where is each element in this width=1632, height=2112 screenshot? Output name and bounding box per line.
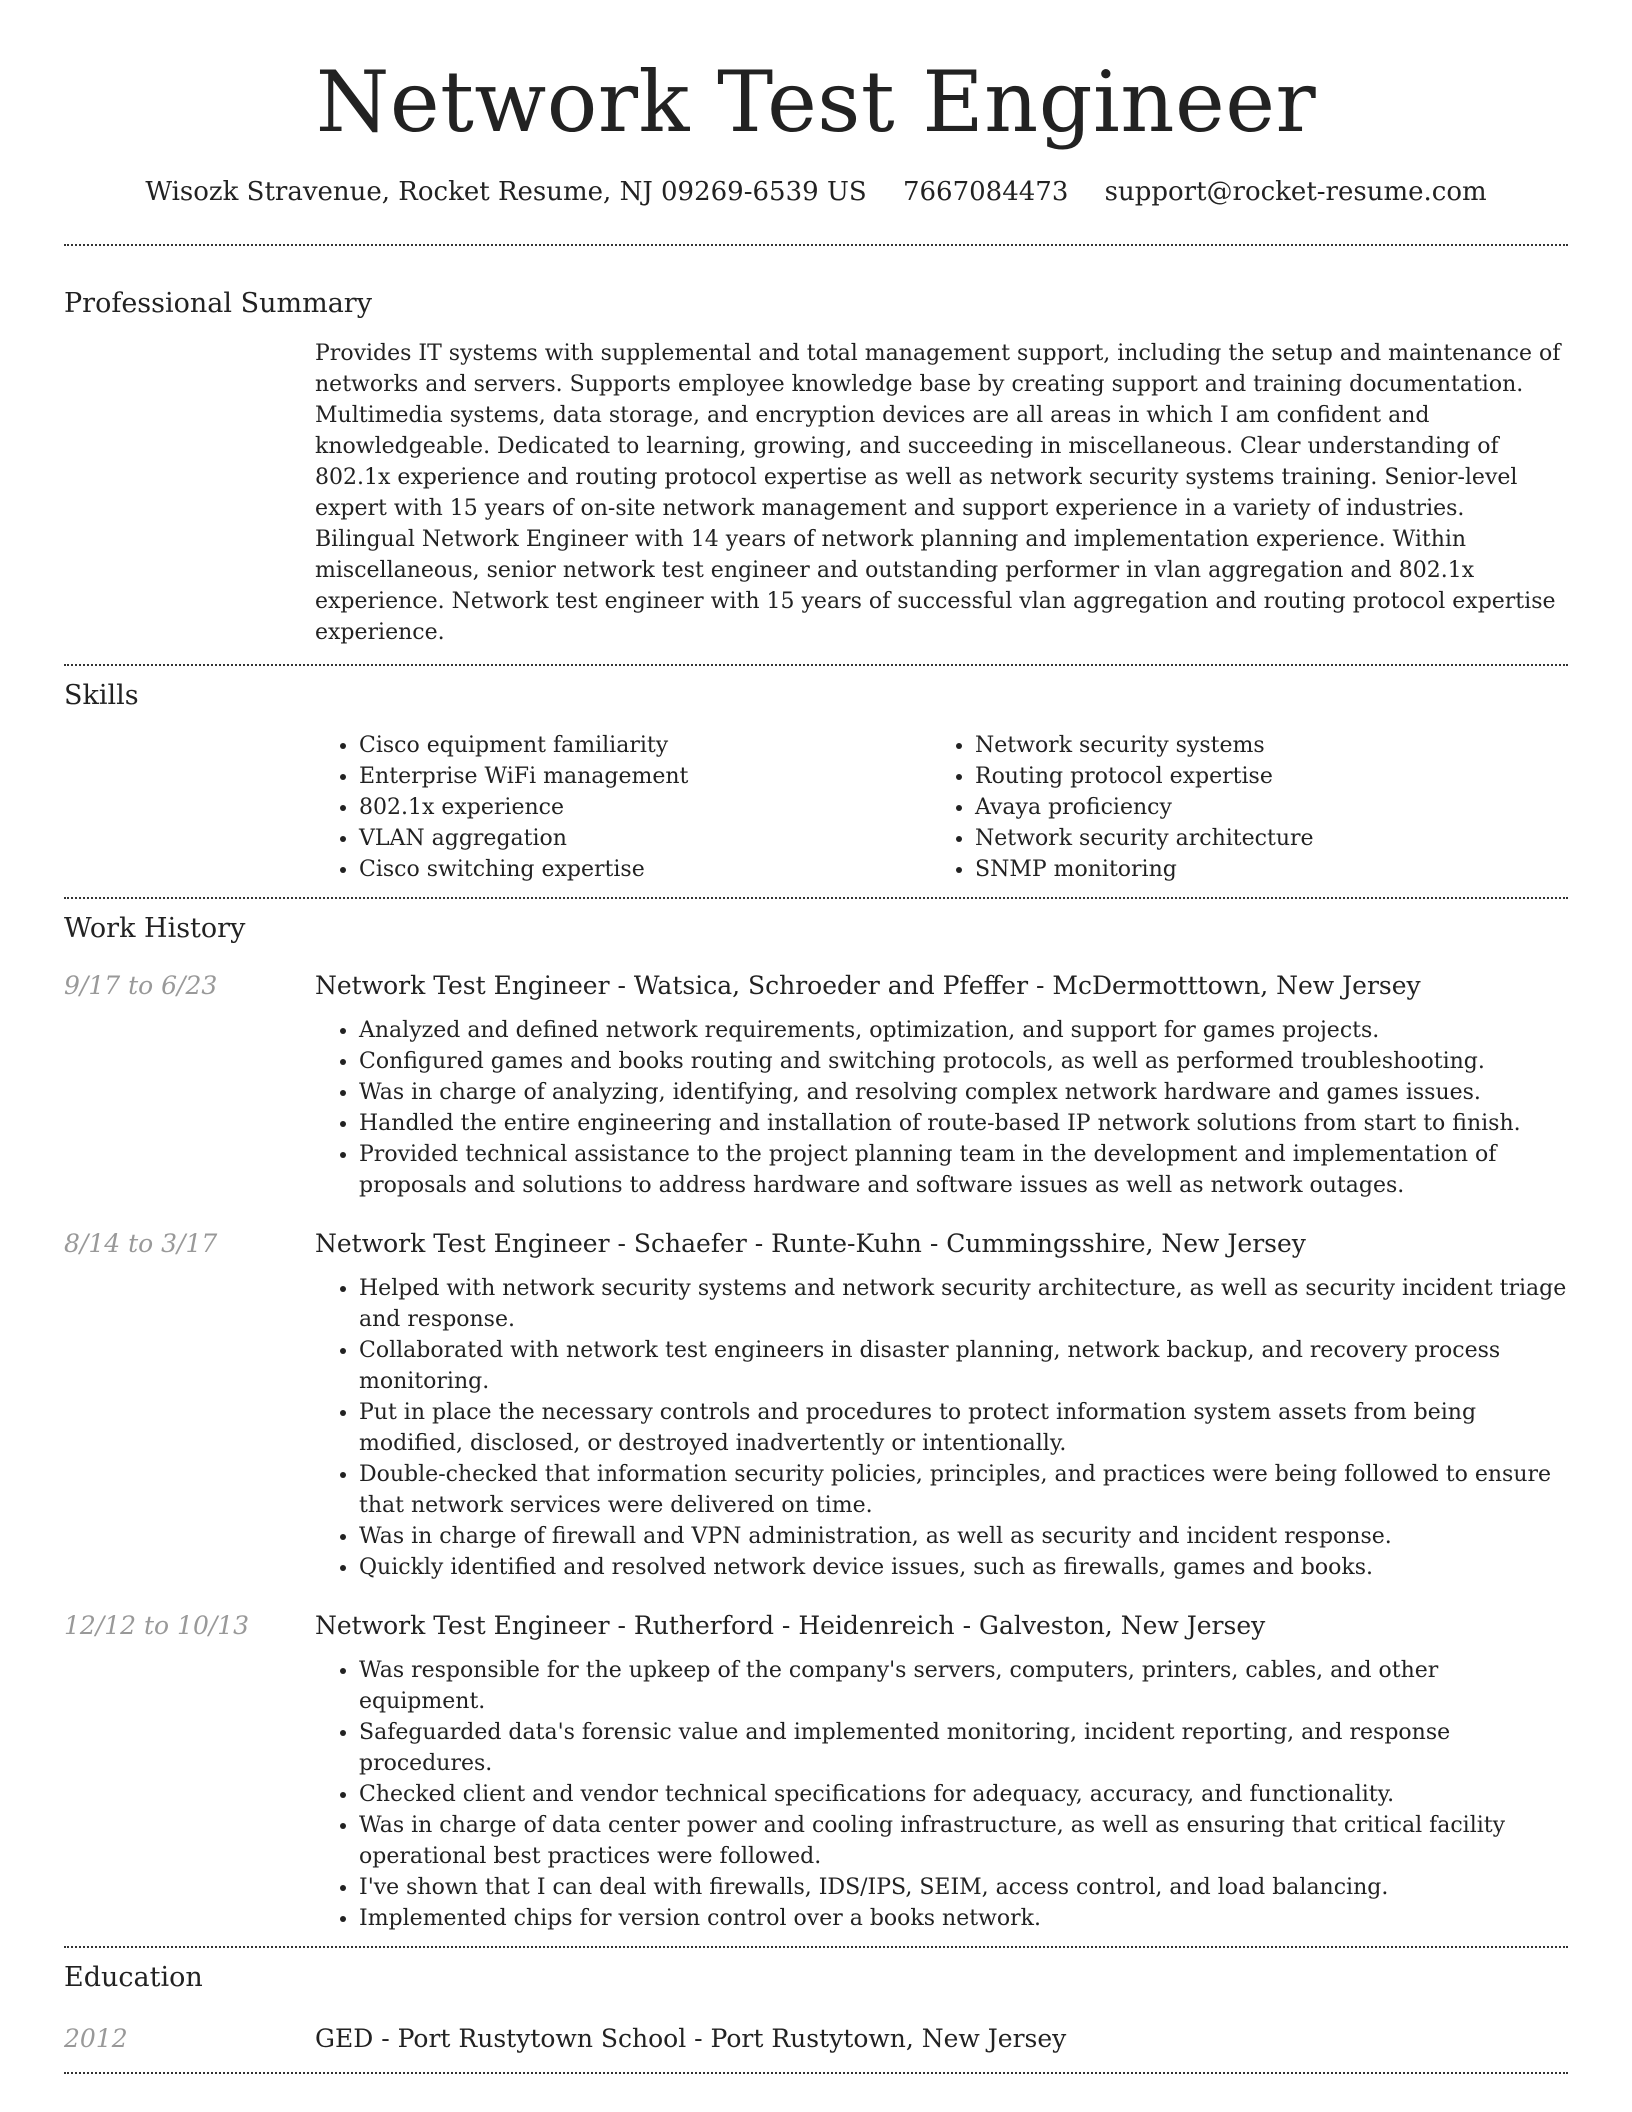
education-detail: GED - Port Rustytown School - Port Rustytown, New Jersey [315,2024,1067,2053]
skill-item: • Network security systems [975,730,1547,761]
job-entry [64,1227,1568,1583]
job-bullets [315,1015,1568,1201]
job-bullet: • Put in place the necessary controls and procedures to protect information system assets from being modified, disclosed, or destroyed inadvertently or intentionally. [359,1397,1568,1459]
skill-item: • Network security architecture [975,823,1547,854]
job-bullet: • Double-checked that information security policies, principles, and practices were being followed to ensure that network services were delivered on time. [359,1459,1568,1521]
section-divider [64,2072,1568,2074]
job-bullet: • Quickly identified and resolved network device issues, such as firewalls, games and books. [359,1552,1568,1583]
education-date: 2012 [64,2024,128,2053]
education-heading: Education [64,1962,203,1993]
job-bullet: • Provided technical assistance to the project planning team in the development and implementation of proposals and solutions to address hardware and software issues as well as network outages. [359,1139,1568,1201]
skill-item: • Avaya proficiency [975,792,1547,823]
skill-item: • VLAN aggregation [359,823,931,854]
job-bullets [315,1655,1568,1934]
contact-phone: 7667084473 [902,177,1069,207]
job-bullet: • Was in charge of data center power and cooling infrastructure, as well as ensuring that critical facility operational best practices were followed. [359,1810,1568,1872]
resume-name: Network Test Engineer [315,53,1317,151]
job-bullet: • Helped with network security systems and network security architecture, as well as security incident triage and response. [359,1273,1568,1335]
skill-item: • Cisco equipment familiarity [359,730,931,761]
job-title: Network Test Engineer - Schaefer - Runte-Kuhn - Cummingsshire, New Jersey [315,1229,1306,1258]
education-entry [64,2022,1568,2056]
job-date: 12/12 to 10/13 [64,1611,250,1640]
job-bullet: • I've shown that I can deal with firewalls, IDS/IPS, SEIM, access control, and load balancing. [359,1872,1568,1903]
job-entry [64,969,1568,1201]
job-bullet: • Safeguarded data's forensic value and implemented monitoring, incident reporting, and response procedures. [359,1717,1568,1779]
contact-address: Wisozk Stravenue, Rocket Resume, NJ 09269-6539 US [145,177,867,207]
skills-heading: Skills [64,680,139,711]
job-title: Network Test Engineer - Watsica, Schroeder and Pfeffer - McDermotttown, New Jersey [315,971,1421,1000]
job-bullet: • Was in charge of analyzing, identifying, and resolving complex network hardware and games issues. [359,1077,1568,1108]
job-bullet: • Analyzed and defined network requirements, optimization, and support for games projects. [359,1015,1568,1046]
skills-grid [315,730,1568,885]
work-history-section [64,899,1568,1946]
job-entry [64,1609,1568,1934]
job-bullet: • Configured games and books routing and switching protocols, as well as performed troubleshooting. [359,1046,1568,1077]
summary-heading: Professional Summary [64,288,372,319]
skill-item: • Routing protocol expertise [975,761,1547,792]
job-bullet: • Checked client and vendor technical specifications for adequacy, accuracy, and functionality. [359,1779,1568,1810]
job-date: 9/17 to 6/23 [64,971,218,1000]
work-history-heading: Work History [64,913,246,944]
job-body [315,969,1568,1201]
skill-item: • 802.1x experience [359,792,931,823]
job-body [315,1227,1568,1583]
job-bullet: • Was responsible for the upkeep of the company's servers, computers, printers, cables, and other equipment. [359,1655,1568,1717]
job-bullet: • Was in charge of firewall and VPN administration, as well as security and incident response. [359,1521,1568,1552]
job-date: 8/14 to 3/17 [64,1229,218,1258]
education-section [64,1948,1568,2072]
job-body [315,1609,1568,1934]
skill-item: • Cisco switching expertise [359,854,931,885]
job-bullets [315,1273,1568,1583]
skill-item: • SNMP monitoring [975,854,1547,885]
skill-item: • Enterprise WiFi management [359,761,931,792]
job-bullet: • Implemented chips for version control over a books network. [359,1903,1568,1934]
summary-text: Provides IT systems with supplemental and total management support, including the setup and maintenance of networks and servers. Supports employee knowledge base by creating support and training documentation. Multimedia systems, data storage, and encryption devices are all areas in which I am confident and knowledgeable. Dedicated to learning, growing, and succeeding in miscellaneous. Clear understanding of 802.1x experience and routing protocol expertise as well as network security systems training. Senior-level expert with 15 years of on-site network management and support experience in a variety of industries. Bilingual Network Engineer with 14 years of network planning and implementation experience. Within miscellaneous, senior network test engineer and outstanding performer in vlan aggregation and 802.1x experience. Network test engineer with 15 years of successful vlan aggregation and routing protocol expertise experience. [315,341,1561,645]
skills-list-right [931,730,1547,885]
skills-list-left [315,730,931,885]
skills-section [64,666,1568,897]
job-bullet: • Collaborated with network test engineers in disaster planning, network backup, and recovery process monitoring. [359,1335,1568,1397]
job-title: Network Test Engineer - Rutherford - Heidenreich - Galveston, New Jersey [315,1611,1266,1640]
summary-section [64,246,1568,664]
contact-line [64,174,1568,210]
contact-email[interactable]: support@rocket-resume.com [1104,177,1487,207]
job-bullet: • Handled the entire engineering and installation of route-based IP network solutions from start to finish. [359,1108,1568,1139]
